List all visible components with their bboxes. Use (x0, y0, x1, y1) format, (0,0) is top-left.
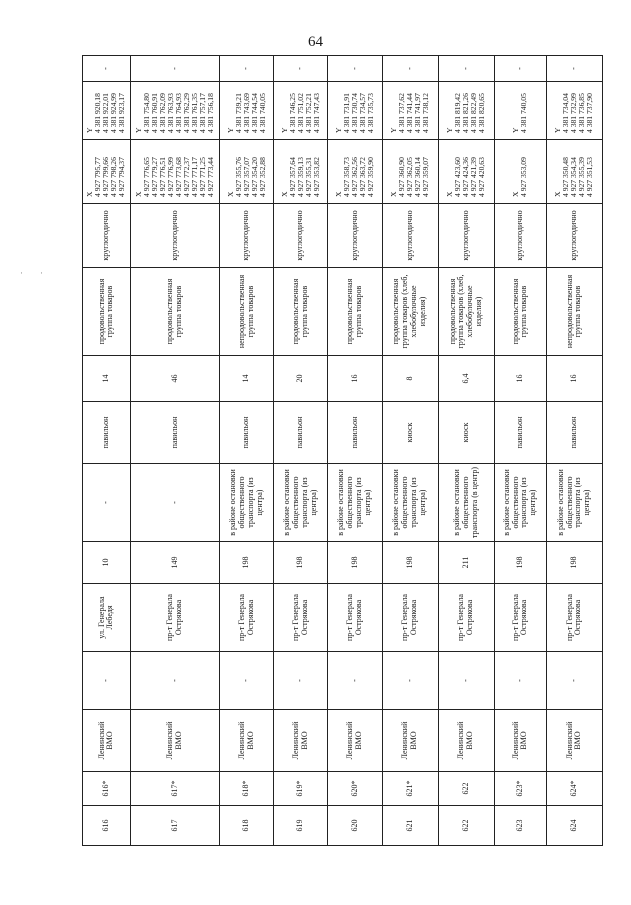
specialization-cell: продовольственная группа товаров (328, 268, 382, 356)
blank-cell: - (494, 652, 546, 710)
coordinate-line: 4 381 757,17 (198, 93, 208, 133)
district-cell: Ленинский ВМО (438, 710, 494, 772)
coordinate-line: 4 381 741,97 (413, 93, 423, 133)
table-row (494, 56, 546, 846)
coordinate-line: 4 381 735,73 (366, 93, 376, 133)
coordinate-line: 4 927 358,73 (341, 157, 351, 197)
coordinate-line: 4 927 350,48 (561, 157, 571, 197)
landmark-cell: в районе остановки общественного транспорта (в центр) (438, 464, 494, 542)
blank-cell: - (328, 652, 382, 710)
x-coordinates-cell (220, 140, 274, 204)
coordinate-line: 4 381 920,18 (93, 93, 103, 133)
coordinate-line: 4 927 420,63 (477, 157, 487, 197)
x-coordinates-cell (546, 140, 602, 204)
coordinate-line: 4 927 424,36 (461, 157, 471, 197)
coordinate-line: Y (85, 127, 95, 133)
coordinate-line: 4 381 737,62 (397, 93, 406, 133)
coordinate-line: 4 381 761,35 (190, 93, 200, 133)
specialization-cell: непродовольственная группа товаров (220, 268, 274, 356)
object-type-cell: павильон (546, 402, 602, 464)
street-cell: ул. Генерала Лебедя (83, 584, 131, 652)
coordinate-line: 4 381 923,17 (117, 93, 127, 133)
coordinate-line: 4 927 776,99 (166, 157, 175, 197)
coordinate-line: Y (388, 127, 398, 133)
object-type-cell: павильон (220, 402, 274, 464)
coordinate-line: Y (553, 127, 563, 133)
scheme-number: 621* (382, 772, 438, 806)
table-row (546, 56, 602, 846)
house-number-cell: 10 (83, 542, 131, 584)
period-cell: круглогодично (494, 204, 546, 268)
coordinate-line: 4 927 354,20 (249, 157, 259, 197)
scan-speck: · (20, 268, 23, 278)
coordinate-line: X (279, 191, 289, 197)
object-type-cell: павильон (83, 402, 131, 464)
y-coordinates-cell (546, 82, 602, 140)
district-cell: Ленинский ВМО (494, 710, 546, 772)
coordinate-line: 4 381 737,90 (585, 93, 595, 133)
extra-cell: - (546, 56, 602, 82)
x-coordinates-cell (438, 140, 494, 204)
area-cell: 16 (328, 356, 382, 402)
coordinate-line: 4 927 359,13 (295, 157, 305, 197)
scheme-number: 622 (438, 772, 494, 806)
coordinate-line: 4 927 421,39 (469, 157, 479, 197)
house-number-cell: 198 (328, 542, 382, 584)
coordinate-line: 4 927 776,51 (157, 157, 167, 197)
coordinate-line: X (388, 191, 398, 197)
y-coordinates-cell (130, 82, 219, 140)
coordinate-line: 4 927 351,53 (585, 157, 595, 197)
coordinate-line: Y (225, 127, 235, 133)
district-cell: Ленинский ВМО (274, 710, 328, 772)
row-number: 623 (494, 806, 546, 846)
area-cell: 16 (546, 356, 602, 402)
coordinate-line: 4 381 736,85 (577, 93, 587, 133)
table-row (382, 56, 438, 846)
coordinate-line: Y (279, 127, 289, 133)
row-number: 621 (382, 806, 438, 846)
period-cell: круглогодично (83, 204, 131, 268)
blank-cell: - (382, 652, 438, 710)
coordinate-line: X (333, 191, 343, 197)
landmark-cell: - (130, 464, 219, 542)
landmark-cell: в районе остановки общественного транспорта (из центра) (220, 464, 274, 542)
coordinate-line: 4 381 756,18 (206, 93, 216, 133)
blank-cell: - (83, 652, 131, 710)
coordinate-line: 4 381 732,99 (569, 93, 579, 133)
extra-cell: - (328, 56, 382, 82)
coordinate-line: 4 381 819,42 (453, 93, 463, 133)
blank-cell: - (546, 652, 602, 710)
coordinate-line: 4 927 794,37 (117, 157, 127, 197)
extra-cell: - (220, 56, 274, 82)
house-number-cell: 198 (546, 542, 602, 584)
coordinate-line: Y (445, 127, 455, 133)
extra-cell: - (494, 56, 546, 82)
x-coordinates-cell (382, 140, 438, 204)
specialization-cell: продовольственная группа товаров (83, 268, 131, 356)
house-number-cell: 198 (274, 542, 328, 584)
landmark-cell: - (83, 464, 131, 542)
period-cell: круглогодично (130, 204, 219, 268)
coordinate-line: 4 381 738,12 (421, 93, 431, 133)
table-row (274, 56, 328, 846)
street-cell: пр-т Генерала Острякова (546, 584, 602, 652)
coordinate-line: 4 927 354,34 (569, 157, 579, 197)
coordinate-line: X (553, 191, 563, 197)
coordinate-line: 4 381 744,54 (249, 93, 259, 133)
landmark-cell: в районе остановки общественного транспорта (из центра) (382, 464, 438, 542)
scheme-number: 619* (274, 772, 328, 806)
district-cell: Ленинский ВМО (546, 710, 602, 772)
blank-cell: - (220, 652, 274, 710)
coordinate-line: 4 927 359,07 (421, 157, 431, 197)
period-cell: круглогодично (220, 204, 274, 268)
coordinate-line: 4 927 798,26 (109, 157, 119, 197)
object-type-cell: киоск (438, 402, 494, 464)
coordinate-line: 4 927 773,68 (174, 157, 184, 197)
y-coordinates-cell (382, 82, 438, 140)
specialization-cell: продовольственная группа товаров (274, 268, 328, 356)
coordinate-line: 4 927 362,05 (405, 157, 415, 197)
landmark-cell: в районе остановки общественного транспорта (из центра) (546, 464, 602, 542)
house-number-cell: 198 (382, 542, 438, 584)
x-coordinates-cell (274, 140, 328, 204)
extra-cell: - (274, 56, 328, 82)
coordinate-line: 4 381 741,44 (405, 93, 415, 133)
landmark-cell: в районе остановки общественного транспорта (из центра) (494, 464, 546, 542)
street-cell: пр-т Генерала Острякова (220, 584, 274, 652)
coordinate-line: 4 927 355,76 (233, 157, 243, 197)
coordinate-line: 4 381 751,02 (295, 93, 305, 133)
area-cell: 16 (494, 356, 546, 402)
extra-cell: - (83, 56, 131, 82)
scheme-number: 617* (130, 772, 219, 806)
coordinate-line: 4 381 734,04 (561, 93, 571, 133)
object-type-cell: киоск (382, 402, 438, 464)
coordinate-line: 4 381 764,93 (174, 93, 184, 133)
row-number: 616 (83, 806, 131, 846)
scheme-number: 624* (546, 772, 602, 806)
coordinate-line: 4 381 743,69 (241, 93, 251, 133)
object-type-cell: павильон (130, 402, 219, 464)
object-type-cell: павильон (274, 402, 328, 464)
coordinate-line: 4 927 362,56 (349, 157, 359, 197)
street-cell: пр-т Генерала Острякова (328, 584, 382, 652)
table-row (438, 56, 494, 846)
landmark-cell: в районе остановки общественного транспорта (из центра) (274, 464, 328, 542)
y-coordinates-cell (328, 82, 382, 140)
x-coordinates-cell (83, 140, 131, 204)
y-coordinates-cell (438, 82, 494, 140)
extra-cell: - (130, 56, 219, 82)
street-cell: пр-т Генерала Острякова (494, 584, 546, 652)
table-row (220, 56, 274, 846)
table-row (83, 56, 131, 846)
coordinate-line: 4 381 730,74 (349, 93, 359, 133)
row-number: 619 (274, 806, 328, 846)
coordinate-line: 4 927 795,77 (93, 157, 103, 197)
house-number-cell: 211 (438, 542, 494, 584)
period-cell: круглогодично (546, 204, 602, 268)
scheme-number: 618* (220, 772, 274, 806)
specialization-cell: непродовольственная группа товаров (546, 268, 602, 356)
coordinate-line: 4 927 357,64 (287, 157, 297, 197)
coordinate-line: 4 927 359,90 (366, 157, 376, 197)
street-cell: пр-т Генерала Острякова (130, 584, 219, 652)
district-cell: Ленинский ВМО (83, 710, 131, 772)
coordinate-line: 4 927 353,82 (311, 157, 321, 197)
coordinate-line: 4 927 772,37 (182, 157, 192, 197)
house-number-cell: 198 (494, 542, 546, 584)
coordinate-line: X (133, 191, 143, 197)
area-cell: 8 (382, 356, 438, 402)
street-cell: пр-т Генерала Острякова (382, 584, 438, 652)
area-cell: 14 (220, 356, 274, 402)
period-cell: круглогодично (438, 204, 494, 268)
object-type-cell: павильон (328, 402, 382, 464)
coordinate-line: 4 927 771,17 (190, 157, 200, 197)
coordinate-line: X (445, 191, 455, 197)
specialization-cell: продовольственная группа товаров (130, 268, 219, 356)
y-coordinates-cell (494, 82, 546, 140)
table-row (328, 56, 382, 846)
district-cell: Ленинский ВМО (382, 710, 438, 772)
coordinate-line: 4 927 355,39 (577, 157, 587, 197)
coordinate-line: X (85, 191, 95, 197)
area-cell: 20 (274, 356, 328, 402)
coordinate-line: 4 927 423,60 (453, 157, 463, 197)
coordinate-line: 4 381 746,25 (287, 93, 297, 133)
scheme-number: 623* (494, 772, 546, 806)
specialization-cell: продовольственная группа товаров (494, 268, 546, 356)
coordinate-line: 4 381 747,43 (311, 93, 321, 133)
coordinate-line: 4 381 740,05 (519, 93, 529, 133)
table-row (130, 56, 219, 846)
coordinate-line: 4 927 776,65 (141, 157, 151, 197)
y-coordinates-cell (220, 82, 274, 140)
scheme-number: 616* (83, 772, 131, 806)
coordinate-line: 4 381 820,65 (477, 93, 487, 133)
row-number: 622 (438, 806, 494, 846)
blank-cell: - (274, 652, 328, 710)
row-number: 620 (328, 806, 382, 846)
area-cell: 6,4 (438, 356, 494, 402)
scan-speck: · (40, 268, 43, 278)
street-cell: пр-т Генерала Острякова (438, 584, 494, 652)
coordinate-line: 4 927 799,66 (101, 157, 111, 197)
area-cell: 14 (83, 356, 131, 402)
object-type-cell: павильон (494, 402, 546, 464)
coordinate-line: 4 927 360,14 (413, 157, 423, 197)
coordinate-line: X (225, 191, 235, 197)
extra-cell: - (438, 56, 494, 82)
extra-cell: - (382, 56, 438, 82)
coordinate-line: 4 927 355,31 (303, 157, 313, 197)
coordinate-line: 4 381 752,21 (303, 93, 313, 133)
coordinate-line: 4 927 773,44 (206, 157, 216, 197)
row-number: 618 (220, 806, 274, 846)
coordinate-line: 4 381 821,26 (461, 93, 471, 133)
coordinate-line: 4 927 771,25 (198, 157, 208, 197)
coordinate-line: 4 927 363,72 (357, 157, 367, 197)
coordinate-line: 4 381 763,93 (166, 93, 175, 133)
district-cell: Ленинский ВМО (130, 710, 219, 772)
coordinate-line: Y (133, 127, 143, 133)
row-number: 617 (130, 806, 219, 846)
coordinate-line: 4 381 731,91 (341, 93, 351, 133)
area-cell: 46 (130, 356, 219, 402)
coordinate-line: 4 927 352,88 (257, 157, 267, 197)
coordinate-line: 4 927 779,27 (149, 157, 159, 197)
x-coordinates-cell (494, 140, 546, 204)
y-coordinates-cell (83, 82, 131, 140)
district-cell: Ленинский ВМО (220, 710, 274, 772)
coordinate-line: 4 381 924,99 (109, 93, 119, 133)
coordinate-line: 4 381 762,09 (157, 93, 167, 133)
rotated-table-container (82, 56, 603, 846)
blank-cell: - (130, 652, 219, 710)
coordinate-line: 4 381 754,80 (141, 93, 151, 133)
landmark-cell: в районе остановки общественного транспорта (из центра) (328, 464, 382, 542)
coordinate-line: 4 381 822,49 (469, 93, 479, 133)
row-number: 624 (546, 806, 602, 846)
period-cell: круглогодично (382, 204, 438, 268)
coordinate-line: 4 927 353,09 (519, 157, 529, 197)
coordinate-line: X (511, 191, 521, 197)
coordinate-line: 4 381 762,29 (182, 93, 192, 133)
coordinate-line: 4 381 734,57 (357, 93, 367, 133)
table-body (83, 56, 603, 846)
scheme-number: 620* (328, 772, 382, 806)
specialization-cell: продовольственная группа товаров (хлеб, хлебобулочные изделия) (382, 268, 438, 356)
coordinate-line: 4 381 740,05 (257, 93, 267, 133)
y-coordinates-cell (274, 82, 328, 140)
x-coordinates-cell (130, 140, 219, 204)
coordinate-line: 4 927 360,90 (397, 157, 406, 197)
coordinate-line: Y (511, 127, 521, 133)
district-cell: Ленинский ВМО (328, 710, 382, 772)
specialization-cell: продовольственная группа товаров (хлеб, хлебобулочные изделия) (438, 268, 494, 356)
blank-cell: - (438, 652, 494, 710)
period-cell: круглогодично (328, 204, 382, 268)
page-number: 64 (308, 34, 323, 50)
coordinate-line: Y (333, 127, 343, 133)
coordinate-line: 4 381 739,21 (233, 93, 243, 133)
coordinate-line: 4 927 357,07 (241, 157, 251, 197)
x-coordinates-cell (328, 140, 382, 204)
coordinate-line: 4 381 922,01 (101, 93, 111, 133)
coordinate-line: 4 381 760,91 (149, 93, 159, 133)
period-cell: круглогодично (274, 204, 328, 268)
house-number-cell: 198 (220, 542, 274, 584)
house-number-cell: 149 (130, 542, 219, 584)
kiosk-placement-table (82, 55, 603, 846)
street-cell: пр-т Генерала Острякова (274, 584, 328, 652)
